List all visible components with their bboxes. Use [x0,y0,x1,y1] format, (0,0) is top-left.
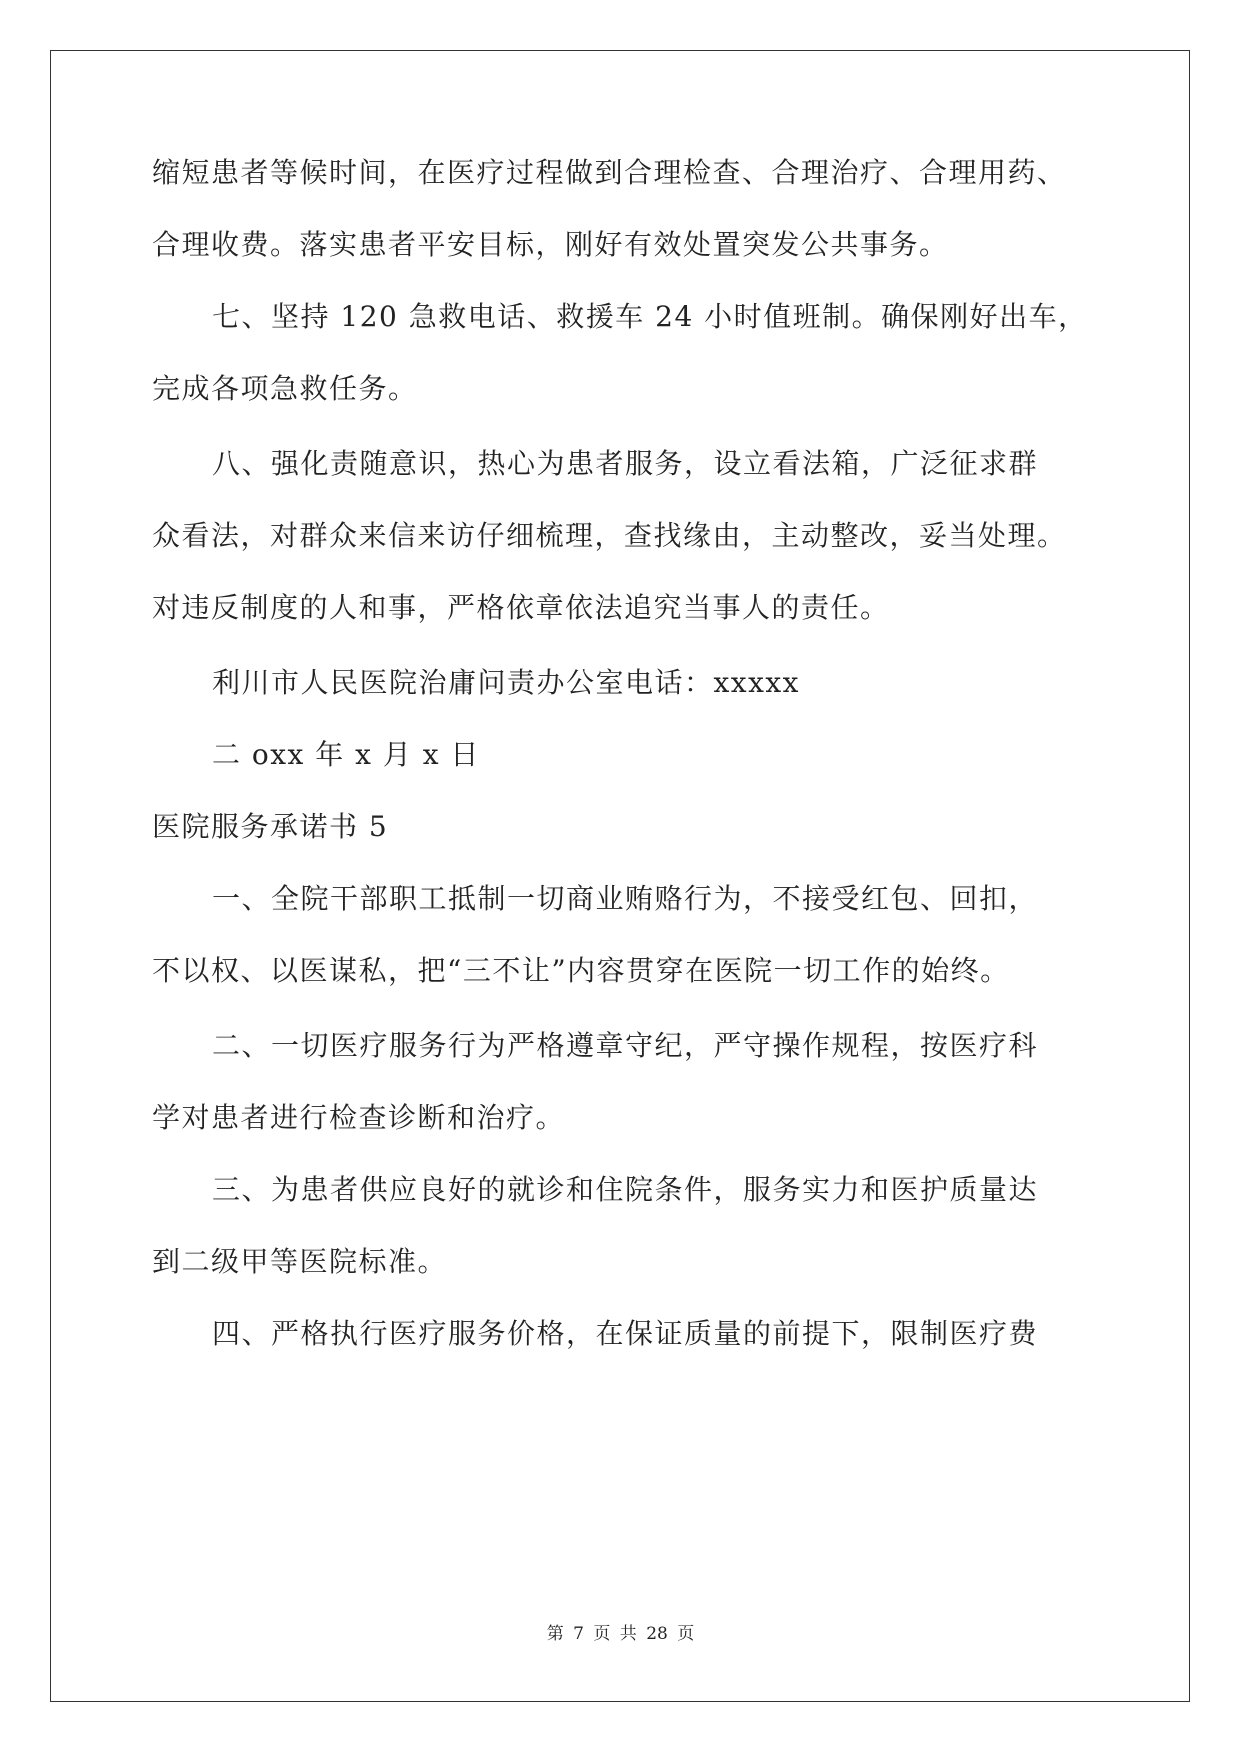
text-line: 不以权、以医谋私，把“三不让”内容贯穿在医院一切工作的始终。 [152,954,1010,987]
text-line: 缩短患者等候时间，在医疗过程做到合理检查、合理治疗、合理用药、 [152,156,1067,189]
text-line: 二、一切医疗服务行为严格遵章守纪，严守操作规程，按医疗科 [212,1029,1039,1062]
text-line: 七、坚持 120 急救电话、救援车 24 小时值班制。确保刚好出车， [212,300,1088,333]
text-line: 四、严格执行医疗服务价格，在保证质量的前提下，限制医疗费 [212,1317,1039,1350]
text-line: 对违反制度的人和事，严格依章依法追究当事人的责任。 [152,591,890,624]
text-line: 合理收费。落实患者平安目标，刚好有效处置突发公共事务。 [152,228,949,261]
text-line: 八、强化责随意识，热心为患者服务，设立看法箱，广泛征求群 [212,447,1039,480]
text-line: 众看法，对群众来信来访仔细梳理，查找缘由，主动整改，妥当处理。 [152,519,1067,552]
text-line: 二 oxx 年 x 月 x 日 [212,738,480,771]
page-footer: 第 7 页 共 28 页 [546,1624,695,1644]
text-line: 到二级甲等医院标准。 [152,1245,448,1278]
text-line: 一、全院干部职工抵制一切商业贿赂行为，不接受红包、回扣， [212,882,1039,915]
text-line: 三、为患者供应良好的就诊和住院条件，服务实力和医护质量达 [212,1173,1039,1206]
section-heading: 医院服务承诺书 5 [152,810,389,843]
text-line: 利川市人民医院治庸问责办公室电话：xxxxx [212,666,800,699]
text-line: 学对患者进行检查诊断和治疗。 [152,1101,566,1134]
text-line: 完成各项急救任务。 [152,372,418,405]
